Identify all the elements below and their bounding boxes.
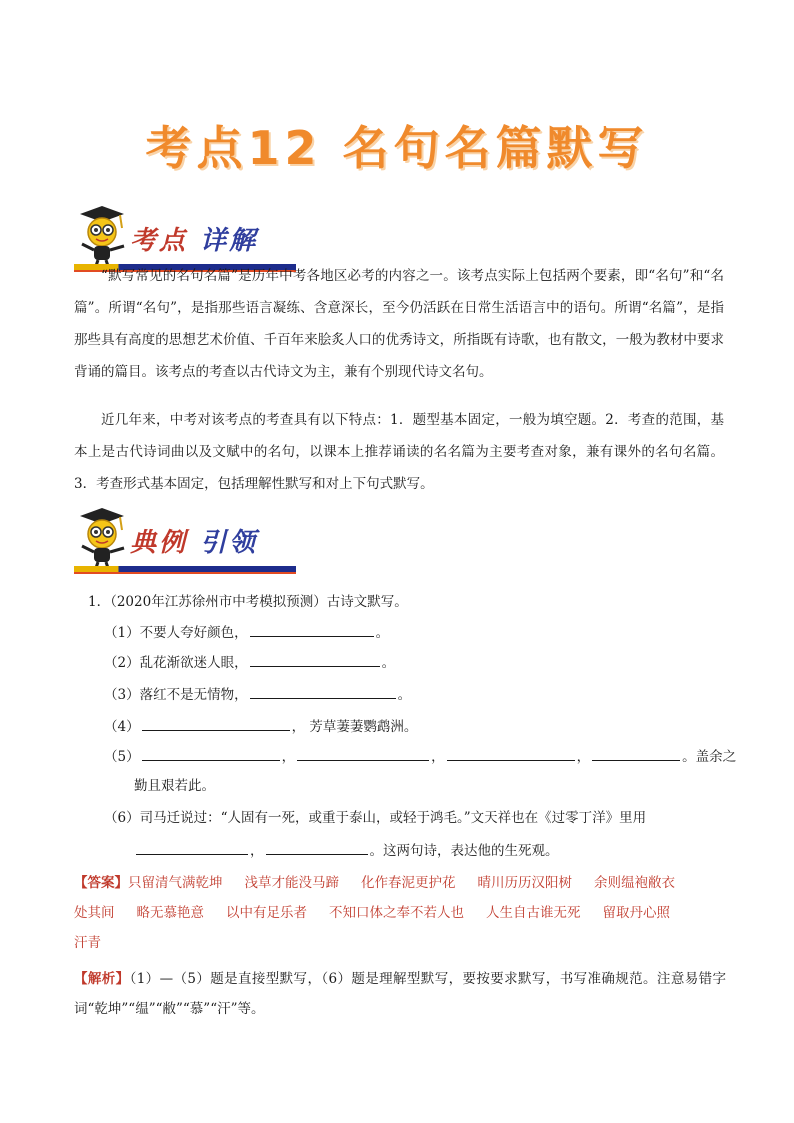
answer-blank[interactable] bbox=[142, 716, 290, 731]
banner-title-part-a: 典例 bbox=[130, 528, 189, 558]
answer-blank[interactable] bbox=[447, 746, 575, 761]
q4-prefix: （4） bbox=[104, 719, 140, 735]
answer-item: 余则缊袍敝衣 bbox=[594, 875, 675, 891]
q5-comma: ， bbox=[576, 749, 591, 765]
scholar-mascot-icon bbox=[74, 508, 134, 574]
answer-blank[interactable] bbox=[250, 652, 380, 667]
answer-item: 人生自古谁无死 bbox=[486, 905, 581, 921]
banner-underline-accent bbox=[74, 572, 296, 574]
intro-paragraph-2: 近几年来，中考对该考点的考查具有以下特点：1．题型基本固定，一般为填空题。2．考查的范围，基本上是古代诗词曲以及文赋中的名句，以课本上推荐诵读的名名篇为主要考查对象，兼有课外的名句名篇。3．考查形式基本固定，包括理解性默写和对上下句式默写。 bbox=[74, 412, 724, 492]
banner-title bbox=[130, 220, 258, 257]
answer-blank[interactable] bbox=[592, 746, 680, 761]
q5-prefix: （5） bbox=[104, 749, 140, 765]
answer-blank[interactable] bbox=[250, 622, 374, 637]
analysis-block bbox=[74, 964, 726, 1024]
answer-item: 留取丹心照 bbox=[602, 905, 670, 921]
answer-block bbox=[74, 868, 734, 958]
analysis-text: （1）—（5）题是直接型默写，（6）题是理解型默写，要按要求默写，书写准确规范。注意易错字词“乾坤”“缊”“敝”“慕”“汗”等。 bbox=[74, 971, 726, 1017]
banner-title-part-b: 详解 bbox=[200, 226, 259, 256]
q4-suffix: ， 芳草萋萋鹦鹉洲。 bbox=[291, 719, 418, 735]
answer-line-3 bbox=[74, 928, 734, 958]
answer-blank[interactable] bbox=[142, 746, 280, 761]
answer-blank[interactable] bbox=[250, 684, 396, 699]
q2-prefix: （2）乱花渐欲迷人眼， bbox=[104, 655, 248, 671]
question-stem: 1．（2020年江苏徐州市中考模拟预测）古诗文默写。 bbox=[88, 594, 408, 610]
q1-suffix: 。 bbox=[375, 625, 390, 641]
q5-comma: ， bbox=[281, 749, 296, 765]
q3-prefix: （3）落红不是无情物， bbox=[104, 687, 248, 703]
answer-label: 【答案】 bbox=[74, 875, 128, 891]
answer-blank[interactable] bbox=[266, 840, 368, 855]
answer-item: 以中有足乐者 bbox=[226, 905, 307, 921]
question-item-6: （6）司马迁说过：“人固有一死，或重于泰山，或轻于鸿毛。”文天祥也在《过零丁洋》里用 bbox=[104, 810, 647, 826]
banner-title-part-a: 考点 bbox=[130, 226, 189, 256]
section-banner-examples bbox=[74, 508, 296, 578]
answer-blank[interactable] bbox=[297, 746, 429, 761]
q2-suffix: 。 bbox=[381, 655, 396, 671]
answer-item: 浅草才能没马蹄 bbox=[244, 875, 339, 891]
answer-item: 化作春泥更护花 bbox=[361, 875, 456, 891]
question-item-5 bbox=[104, 746, 736, 767]
answer-item: 略无慕艳意 bbox=[136, 905, 204, 921]
question-item-6-blanks bbox=[134, 840, 559, 861]
intro-paragraph-1: “默写常见的名句名篇”是历年中考各地区必考的内容之一。该考点实际上包括两个要素，即“名句”和“名篇”。所谓“名句”，是指那些语言凝练、含意深长，至今仍活跃在日常生活语言中的语句。所谓“名篇”，是指那些具有高度的思想艺术价值、千百年来脍炙人口的优秀诗文，所指既有诗歌，也有散文，一般为教材中要求背诵的篇目。该考点的考查以古代诗文为主，兼有个别现代诗文名句。 bbox=[74, 268, 724, 380]
answer-item: 处其间 bbox=[74, 905, 115, 921]
page-title: 考点12 名句名篇默写 bbox=[145, 121, 649, 175]
analysis-label: 【解析】 bbox=[74, 971, 130, 987]
q5-comma: ， bbox=[431, 749, 445, 765]
question-item-3 bbox=[104, 684, 411, 705]
banner-title-part-b: 引领 bbox=[200, 528, 259, 558]
banner-title bbox=[130, 522, 258, 559]
question-item-2 bbox=[104, 652, 395, 673]
answer-item: 汗青 bbox=[74, 935, 101, 951]
q1-prefix: （1）不要人夸好颜色， bbox=[104, 625, 248, 641]
q6-suffix: 。这两句诗，表达他的生死观。 bbox=[369, 843, 559, 859]
answer-line-2 bbox=[74, 898, 734, 928]
question-item-4 bbox=[104, 716, 417, 737]
answer-item: 只留清气满乾坤 bbox=[128, 875, 223, 891]
question-item-5-continued: 勤且艰若此。 bbox=[134, 778, 215, 794]
answer-item: 不知口体之奉不若人也 bbox=[329, 905, 464, 921]
answer-item: 晴川历历汉阳树 bbox=[477, 875, 572, 891]
q6-comma: ， bbox=[250, 843, 264, 859]
q3-suffix: 。 bbox=[397, 687, 412, 703]
answer-blank[interactable] bbox=[136, 840, 248, 855]
question-item-1 bbox=[104, 622, 389, 643]
q5-suffix: 。盖余之 bbox=[682, 749, 737, 765]
answer-line-1 bbox=[74, 868, 734, 898]
